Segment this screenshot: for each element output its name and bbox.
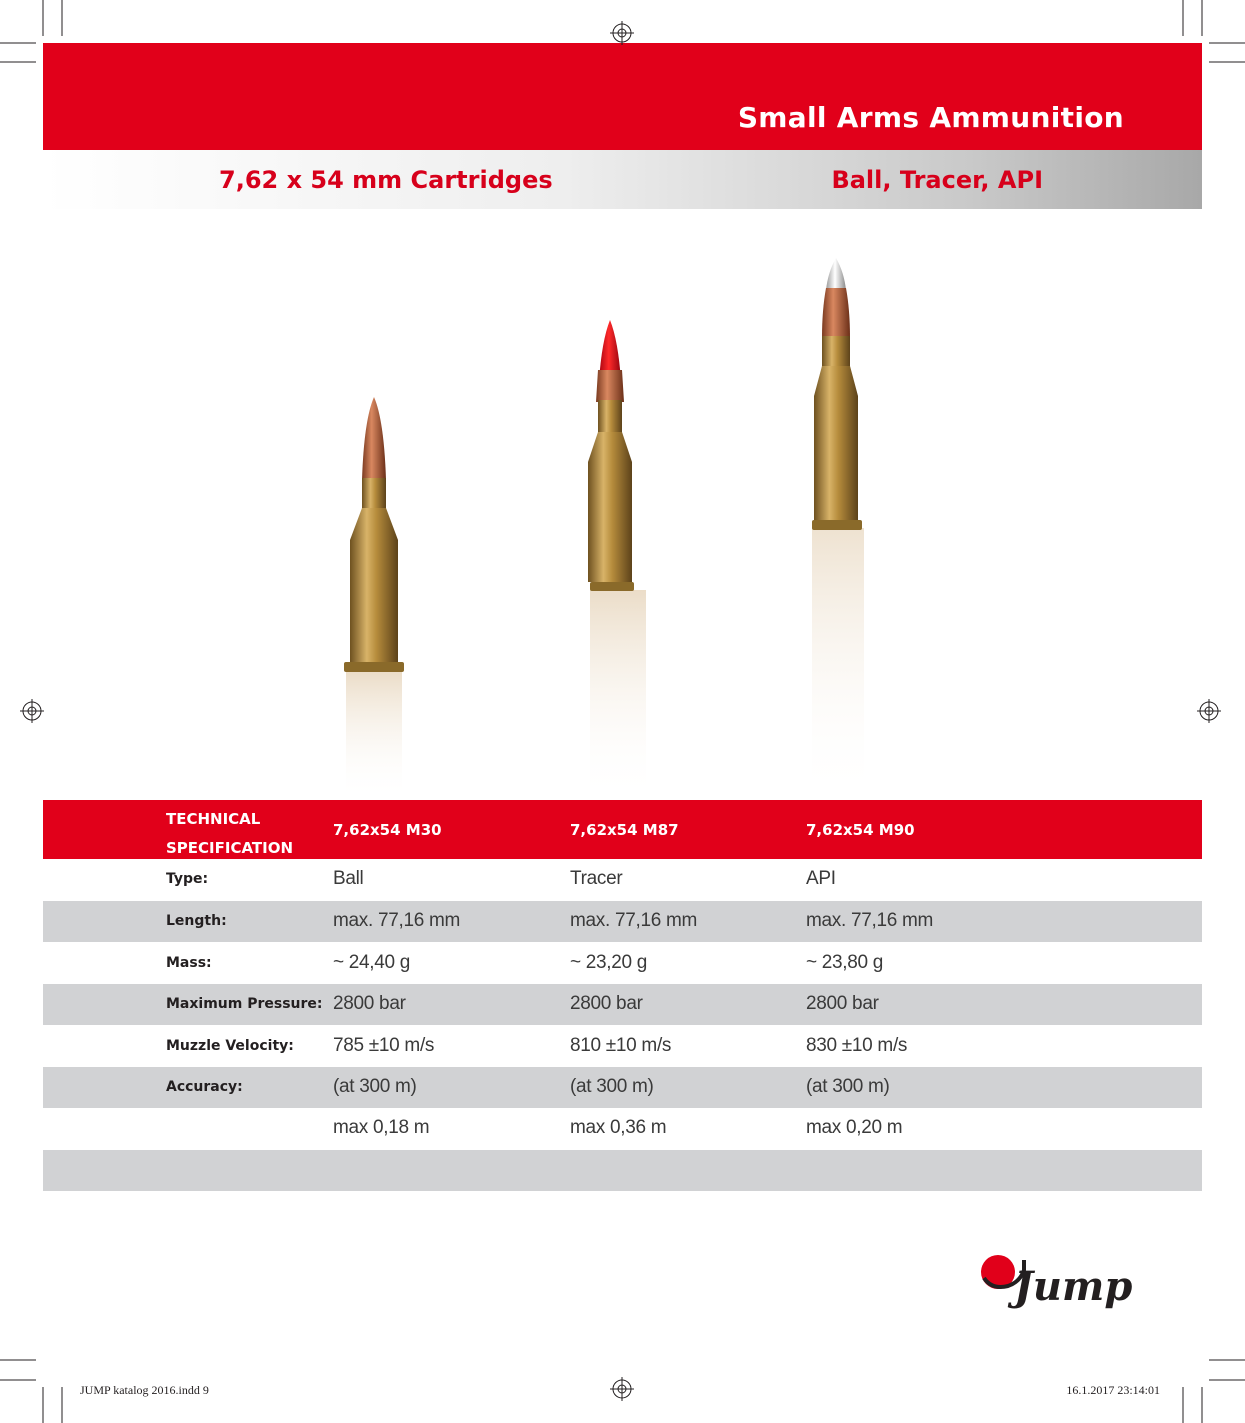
table-cell: 2800 bar (570, 993, 643, 1014)
table-row (43, 1108, 1202, 1149)
table-cell: Ball (333, 868, 364, 889)
row-label: Muzzle Velocity: (166, 1038, 294, 1054)
table-row (43, 859, 1202, 900)
table-row (43, 901, 1202, 942)
table-cell: 830 ±10 m/s (806, 1035, 908, 1056)
table-cell: 2800 bar (806, 993, 879, 1014)
slug-filename: JUMP katalog 2016.indd 9 (80, 1383, 209, 1397)
table-cell: max 0,36 m (570, 1117, 667, 1138)
column-header-m90: 7,62x54 M90 (806, 821, 915, 839)
column-header-m30: 7,62x54 M30 (333, 821, 442, 839)
logo-text: Jump (1014, 1263, 1133, 1310)
column-header-m87: 7,62x54 M87 (570, 821, 679, 839)
table-row (43, 1067, 1202, 1108)
table-cell: 785 ±10 m/s (333, 1035, 435, 1056)
spec-table-title: TECHNICAL SPECIFICATION (166, 810, 294, 857)
slug-timestamp: 16.1.2017 23:14:01 (1066, 1383, 1160, 1397)
table-cell: API (806, 868, 836, 889)
page-title: Small Arms Ammunition (737, 101, 1124, 134)
table-cell: max. 77,16 mm (333, 910, 461, 931)
table-cell: 2800 bar (333, 993, 406, 1014)
row-label: Length: (166, 913, 227, 929)
table-cell: max. 77,16 mm (806, 910, 934, 931)
row-label: Accuracy: (166, 1079, 243, 1095)
product-subtitle: 7,62 x 54 mm Cartridges (219, 166, 553, 194)
table-cell: (at 300 m) (333, 1076, 417, 1097)
table-cell: ~ 23,80 g (806, 952, 884, 973)
row-label: Mass: (166, 955, 212, 971)
table-cell: (at 300 m) (806, 1076, 890, 1097)
table-row (43, 984, 1202, 1025)
jump-logo (978, 1250, 1133, 1320)
table-cell: Tracer (570, 868, 623, 889)
tracer-cartridge-icon (588, 320, 646, 800)
table-cell: (at 300 m) (570, 1076, 654, 1097)
table-cell: ~ 24,40 g (333, 952, 411, 973)
table-cell: max 0,18 m (333, 1117, 430, 1138)
row-label: Maximum Pressure: (166, 996, 323, 1012)
table-row (43, 1150, 1202, 1191)
product-variants: Ball, Tracer, API (831, 166, 1043, 194)
ball-cartridge-icon (344, 397, 404, 800)
table-cell: ~ 23,20 g (570, 952, 648, 973)
table-row (43, 1026, 1202, 1067)
table-cell: 810 ±10 m/s (570, 1035, 672, 1056)
table-cell: max 0,20 m (806, 1117, 903, 1138)
api-cartridge-icon (812, 258, 864, 800)
table-row (43, 943, 1202, 984)
row-label: Type: (166, 871, 209, 887)
table-cell: max. 77,16 mm (570, 910, 698, 931)
